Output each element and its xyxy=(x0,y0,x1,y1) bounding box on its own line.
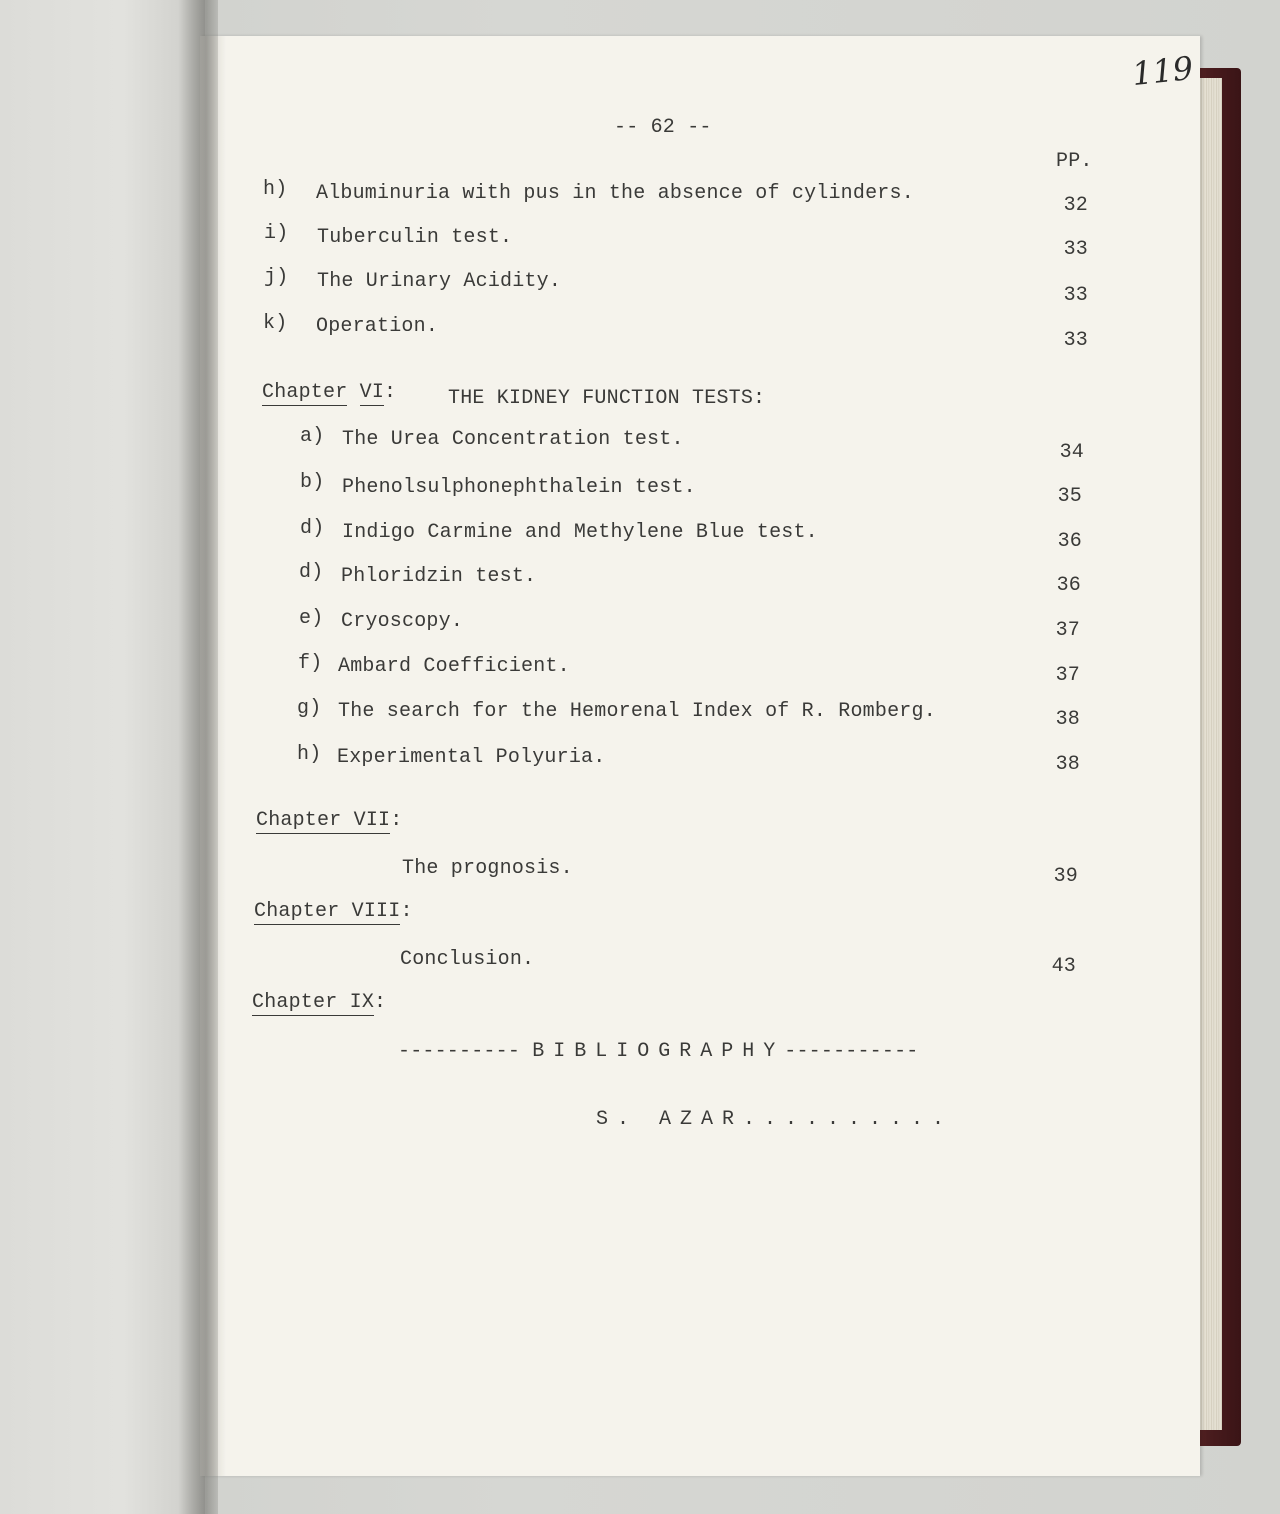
chapter-7-title: The prognosis. xyxy=(402,857,573,880)
chapter-7-page: 39 xyxy=(1053,865,1078,888)
section-page: 32 xyxy=(1063,194,1088,217)
chapter-label: Chapter xyxy=(262,381,348,404)
section-page: 33 xyxy=(1063,238,1088,261)
test-letter: a) xyxy=(300,425,325,448)
binding-shadow xyxy=(178,0,218,1514)
chapter-8-heading xyxy=(254,900,413,923)
test-letter: h) xyxy=(297,743,322,766)
test-letter: f) xyxy=(298,652,323,675)
test-page: 38 xyxy=(1055,708,1080,731)
pp-column-header: PP. xyxy=(1056,150,1093,173)
section-title: Operation. xyxy=(316,315,439,338)
folio-number: 119 xyxy=(1130,48,1195,94)
test-page: 34 xyxy=(1059,441,1084,464)
test-letter: d) xyxy=(299,561,324,584)
test-page: 38 xyxy=(1055,753,1080,776)
test-title: Ambard Coefficient. xyxy=(338,655,570,678)
section-title: Tuberculin test. xyxy=(317,226,513,249)
section-letter: j) xyxy=(264,266,289,289)
bibliography-dashes-right: ----------- xyxy=(784,1040,919,1063)
test-title: Cryoscopy. xyxy=(341,610,464,633)
chapter-colon: : xyxy=(374,991,387,1014)
author-dots: .......... xyxy=(743,1108,954,1131)
test-title: Indigo Carmine and Methylene Blue test. xyxy=(342,521,818,544)
section-title: The Urinary Acidity. xyxy=(317,270,562,293)
test-title: Experimental Polyuria. xyxy=(337,746,606,769)
chapter-heading-text: Chapter VII xyxy=(256,809,391,832)
test-letter: g) xyxy=(297,697,322,720)
test-page: 36 xyxy=(1057,530,1082,553)
bibliography-dashes-left: ---------- xyxy=(398,1040,521,1063)
section-page: 33 xyxy=(1063,284,1088,307)
test-title: The Urea Concentration test. xyxy=(342,428,684,451)
test-page: 37 xyxy=(1055,664,1080,687)
chapter-numeral: VI xyxy=(359,381,385,404)
section-page: 33 xyxy=(1063,329,1088,352)
test-title: The search for the Hemorenal Index of R. Romberg. xyxy=(338,700,936,723)
bibliography-line xyxy=(398,1040,919,1063)
test-page: 35 xyxy=(1057,485,1082,508)
chapter-8-title: Conclusion. xyxy=(400,948,535,971)
test-letter: b) xyxy=(300,471,325,494)
test-letter: d) xyxy=(300,517,325,540)
page-number: -- 62 -- xyxy=(614,116,712,139)
chapter-6-heading xyxy=(262,381,396,404)
test-title: Phloridzin test. xyxy=(341,565,537,588)
test-letter: e) xyxy=(299,607,324,630)
author-line xyxy=(596,1108,953,1131)
author-name: S. AZAR xyxy=(596,1108,744,1131)
chapter-9-heading xyxy=(252,991,386,1014)
section-letter: k) xyxy=(263,312,288,335)
test-page: 37 xyxy=(1055,619,1080,642)
chapter-heading-text: Chapter VIII xyxy=(254,900,401,923)
chapter-colon: : xyxy=(384,381,397,404)
chapter-7-heading xyxy=(256,809,402,832)
test-title: Phenolsulphonephthalein test. xyxy=(342,476,696,499)
chapter-colon: : xyxy=(400,900,413,923)
bibliography-title: BIBLIOGRAPHY xyxy=(532,1040,785,1063)
section-title: Albuminuria with pus in the absence of cylinders. xyxy=(316,182,914,205)
test-page: 36 xyxy=(1056,574,1081,597)
chapter-heading-text: Chapter IX xyxy=(252,991,375,1014)
section-letter: i) xyxy=(264,222,289,245)
section-letter: h) xyxy=(263,178,288,201)
chapter-colon: : xyxy=(390,809,403,832)
chapter-8-page: 43 xyxy=(1051,955,1076,978)
chapter-6-title: THE KIDNEY FUNCTION TESTS: xyxy=(448,387,766,410)
left-facing-page xyxy=(0,0,205,1514)
